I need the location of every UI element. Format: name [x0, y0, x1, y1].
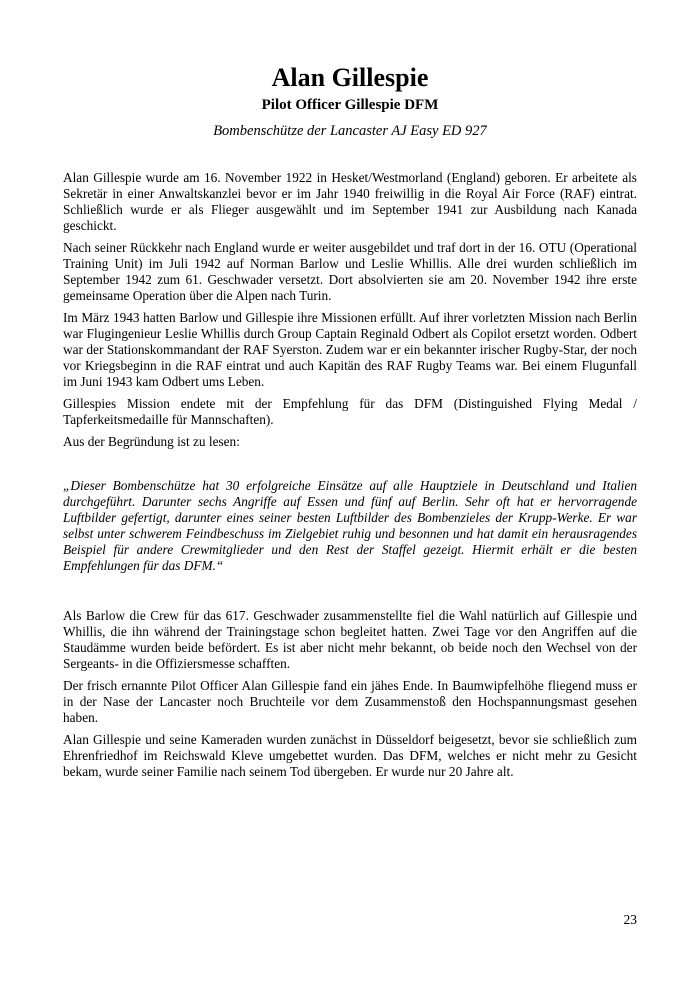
article-title: Alan Gillespie — [271, 63, 429, 92]
article-header — [63, 64, 637, 140]
citation-quote-block: „Dieser Bombenschütze hat 30 erfolgreiche Einsätze auf alle Hauptziele in Deutschland und Italien durchgeführt. Darunter sechs Angriffe auf Essen und fünf auf Berlin. Sehr oft hat er hervorragende Luftbilder gefertigt, darunter eines seiner besten Luftbilder des Bombenzieles der Krupp-Werke. Er war selbst unter schwerem Feindbeschuss im Zielgebiet ruhig und besonnen und hat damit ein herausragendes Beispiel für andere Crewmitglieder und den Rest der Staffel gezeigt. Hiermit erhält er die besten Empfehlungen für das DFM.“ — [63, 477, 637, 573]
article-body — [63, 170, 637, 780]
body-paragraph-7: Der frisch ernannte Pilot Officer Alan Gillespie fand ein jähes Ende. In Baumwipfelhöhe fliegend muss er in der Nase der Lancaster noch Bruchteile vor dem Zusammenstoß den Hochspannungsmast gesehen haben. — [63, 677, 637, 725]
body-paragraph-5: Aus der Begründung ist zu lesen: — [63, 433, 240, 449]
body-paragraph-1: Alan Gillespie wurde am 16. November 1922 in Hesket/Westmorland (England) geboren. Er arbeitete als Sekretär in einer Anwaltskanzlei bevor er im Jahr 1940 freiwillig in die Royal Air Force (RAF) eintrat. Schließlich wurde er als Flieger ausgewählt und im September 1941 zur Ausbildung nach Kanada geschickt. — [63, 169, 637, 233]
page-number: 23 — [623, 912, 637, 927]
body-paragraph-2: Nach seiner Rückkehr nach England wurde er weiter ausgebildet und traf dort in der 16. OTU (Operational Training Unit) im Juli 1942 auf Norman Barlow und Leslie Whillis. Alle drei wurden schließlich im September 1942 zum 61. Geschwader versetzt. Dort absolvierten sie am 20. November 1942 ihre erste gemeinsame Operation über die Alpen nach Turin. — [63, 239, 637, 303]
body-paragraph-4: Gillespies Mission endete mit der Empfehlung für das DFM (Distinguished Flying Medal / Tapferkeitsmedaille für Mannschaften). — [63, 395, 637, 427]
body-paragraph-6: Als Barlow die Crew für das 617. Geschwader zusammenstellte fiel die Wahl natürlich auf Gillespie und Whillis, die ihn während der Trainingstage schon begleitet hatten. Zwei Tage vor den Angriffen auf die Staudämme wurden beide befördert. Es ist aber nicht mehr bekannt, ob beide noch den Wechsel von der Sergeants- in die Offiziersmesse schafften. — [63, 607, 637, 671]
article-subtitle: Pilot Officer Gillespie DFM — [261, 96, 439, 113]
article-tagline: Bombenschütze der Lancaster AJ Easy ED 927 — [213, 122, 487, 139]
page-footer — [624, 912, 638, 928]
body-paragraph-8: Alan Gillespie und seine Kameraden wurden zunächst in Düsseldorf beigesetzt, bevor sie schließlich zum Ehrenfriedhof im Reichswald Kleve umgebettet wurden. Das DFM, welches er nicht mehr zu Gesicht bekam, wurde seiner Familie nach seinem Tod übergeben. Er wurde nur 20 Jahre alt. — [63, 731, 637, 779]
body-paragraph-3: Im März 1943 hatten Barlow und Gillespie ihre Missionen erfüllt. Auf ihrer vorletzten Mission nach Berlin war Flugingenieur Leslie Whillis durch Group Captain Reginald Odbert als Copilot ersetzt worden. Odbert war der Stationskommandant der RAF Syerston. Zudem war er ein bekannter irischer Rugby-Star, der noch vor Kriegsbeginn in die RAF eintrat und auch Kapitän des RAF Rugby Teams war. Bei einem Flugunfall im Juni 1943 kam Odbert ums Leben. — [63, 309, 637, 389]
